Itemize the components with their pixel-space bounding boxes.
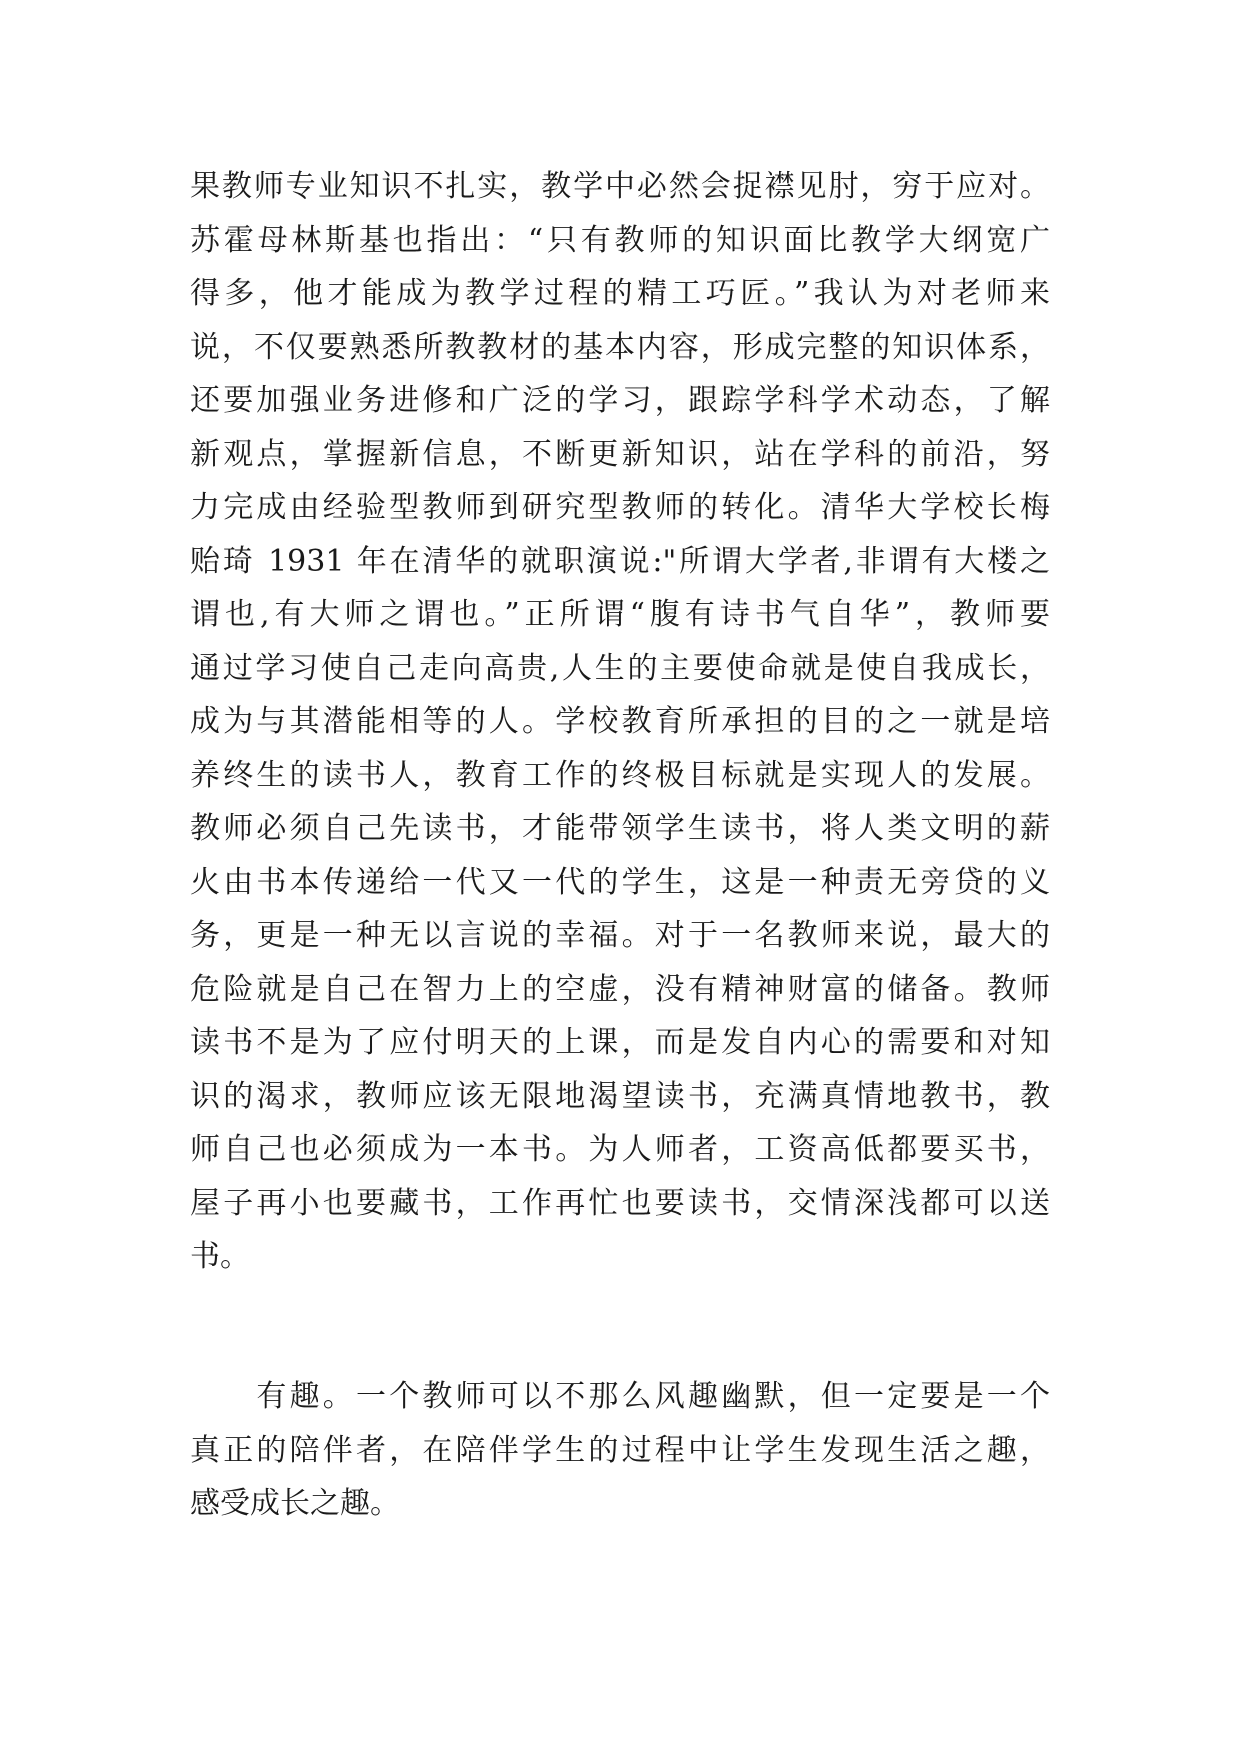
text-line: 识的渴求，教师应该无限地渴望读书，充满真情地教书，教: [190, 1078, 1050, 1114]
text-line: 力完成由经验型教师到研究型教师的转化。清华大学校长梅: [190, 490, 1050, 525]
text-line: 谓也,有大师之谓也。”正所谓“腹有诗书气自华”，教师要: [190, 597, 1050, 632]
text-line: 还要加强业务进修和广泛的学习，跟踪学科学术动态，了解: [190, 383, 1050, 418]
text-line: 危险就是自己在智力上的空虚，没有精神财富的储备。教师: [190, 971, 1050, 1007]
text-line: 读书不是为了应付明天的上课，而是发自内心的需要和对知: [190, 1025, 1050, 1060]
text-line: 说，不仅要熟悉所教教材的基本内容，形成完整的知识体系，: [190, 329, 1050, 365]
text-line: 贻琦 1931 年在清华的就职演说:"所谓大学者,非谓有大楼之: [190, 543, 1050, 579]
text-line: 师自己也必须成为一本书。为人师者，工资高低都要买书，: [190, 1132, 1050, 1167]
text-line: 果教师专业知识不扎实，教学中必然会捉襟见肘，穷于应对。: [190, 169, 1050, 204]
text-line: 养终生的读书人，教育工作的终极目标就是实现人的发展。: [190, 757, 1050, 793]
text-line: 务，更是一种无以言说的幸福。对于一名教师来说，最大的: [190, 918, 1050, 953]
paragraph-interest: [190, 1370, 1050, 1531]
text-line: 有趣。一个教师可以不那么风趣幽默，但一定要是一个: [190, 1379, 1050, 1414]
text-line: 感受成长之趣。: [190, 1486, 400, 1521]
text-line: 屋子再小也要藏书，工作再忙也要读书，交情深浅都可以送: [190, 1185, 1050, 1221]
text-line: 苏霍母林斯基也指出：“只有教师的知识面比教学大纲宽广: [190, 222, 1050, 258]
text-line: 通过学习使自己走向高贵,人生的主要使命就是使自我成长，: [190, 650, 1050, 686]
text-line: 得多，他才能成为教学过程的精工巧匠。”我认为对老师来: [190, 276, 1050, 311]
text-line: 真正的陪伴者，在陪伴学生的过程中让学生发现生活之趣，: [190, 1432, 1050, 1468]
paragraph-continued: [190, 160, 1050, 1284]
text-line: 新观点，掌握新信息，不断更新知识，站在学科的前沿，努: [190, 436, 1050, 472]
text-line: 书。: [190, 1239, 250, 1274]
text-line: 成为与其潜能相等的人。学校教育所承担的目的之一就是培: [190, 704, 1050, 739]
text-line: 教师必须自己先读书，才能带领学生读书，将人类文明的薪: [190, 811, 1050, 846]
text-line: 火由书本传递给一代又一代的学生，这是一种责无旁贷的义: [190, 864, 1050, 900]
